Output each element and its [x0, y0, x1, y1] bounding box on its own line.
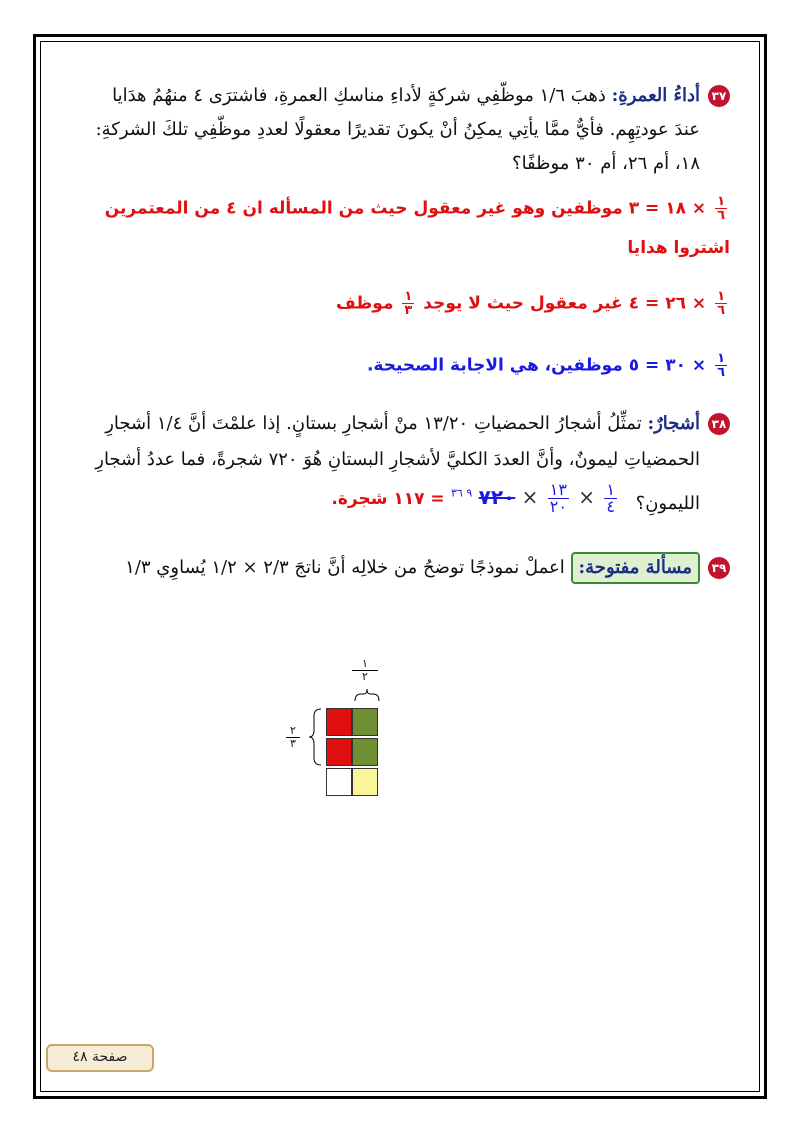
q37-line1 — [112, 82, 730, 110]
q38-answer: = ١١٧ شجرة. — [331, 489, 445, 509]
q39-text: اعملْ نموذجًا توضحُ من خلالِه أنَّ ناتجَ ٢/٣ × ١/٢ يُساوِي ١/٣ — [125, 557, 565, 578]
model-cell-green — [352, 708, 378, 736]
open-problem-label: مسألة مفتوحة: — [571, 552, 700, 584]
q39-number-badge: ٣٩ — [708, 557, 730, 579]
q38-keyword: أشجارٌ: — [647, 413, 700, 434]
brace-top — [354, 688, 380, 702]
q37-answer-1b: اشتروا هدايا — [627, 238, 730, 258]
q39-line — [125, 552, 730, 584]
q37-keyword: أداءُ العمرةِ: — [611, 85, 700, 106]
area-model-top-label: ١ ٢ — [352, 658, 378, 683]
area-model — [326, 708, 382, 798]
q37-answer-1: $\frac{١}{٦}$ × ١٨ = ٣ موظفين وهو غير معقول حيث من المسأله ان ٤ من المعتمرين — [104, 194, 725, 223]
q37-text-line2: عندَ عودتِهِم. فأيٌّ ممَّا يأتِي يمكِنُ أنْ يكونَ تقديرًا معقولًا لعددِ موظّفِي تلكَ الشركةِ: — [95, 119, 700, 140]
q38-text-line2: الحمضياتِ ليمونٌ، وأنَّ العددَ الكليَّ لأشجارِ البستانِ هُوَ ٧٢٠ شجرةً، فما عددُ أشجارِ — [95, 449, 700, 470]
model-cell-green — [352, 738, 378, 766]
q37-number-badge: ٣٧ — [708, 85, 730, 107]
q37-answer-2: $\frac{١}{٦}$ × ٢٦ = ٤ غير معقول حيث لا يوجد $\frac{١}{٣}$ موظف — [336, 289, 725, 318]
work-720-struck: ٧٢٠ — [478, 485, 516, 509]
work-fraction-quarter: $\frac{١}{٤}$ — [606, 480, 615, 516]
q37-answer-3: $\frac{١}{٦}$ × ٣٠ = ٥ موظفين، هي الاجابة الصحيحة. — [366, 351, 725, 380]
model-cell-white — [326, 768, 352, 796]
q38-text-line1: تمثِّلُ أشجارُ الحمضياتِ ١٣/٢٠ منْ أشجارِ بستانٍ. إذا علمْتَ أنَّ ١/٤ أشجارِ — [105, 413, 642, 434]
q37-text-line3: ١٨، أم ٢٦، أم ٣٠ موظفًا؟ — [512, 153, 700, 174]
q38-work: $\frac{١}{٤}$ × $\frac{١٣}{٢٠}$ × ٧٢٠ $^{٩ ٣٦}$ = ١١٧ شجرة. — [331, 480, 615, 516]
q38-question-end: الليمونِ؟ — [635, 493, 700, 514]
model-cell-red — [326, 738, 352, 766]
q38-line1 — [105, 410, 730, 438]
model-cell-yellow — [352, 768, 378, 796]
work-note: ٩ ٣٦ — [451, 486, 473, 500]
page-number-label: صفحة ٤٨ — [46, 1044, 154, 1072]
work-fraction-13-20: $\frac{١٣}{٢٠}$ — [549, 480, 567, 516]
q37-text-line1: ذهبَ ١/٦ موظّفِي شركةٍ لأداءِ مناسكِ العمرةِ، فاشترَى ٤ منهُمُ هدَايا — [112, 85, 606, 106]
fraction-one-sixth: $\frac{١}{٦}$ — [717, 194, 725, 223]
q38-number-badge: ٣٨ — [708, 413, 730, 435]
area-model-side-label: ٢ ٣ — [286, 725, 300, 750]
model-cell-red — [326, 708, 352, 736]
brace-side — [308, 708, 322, 766]
